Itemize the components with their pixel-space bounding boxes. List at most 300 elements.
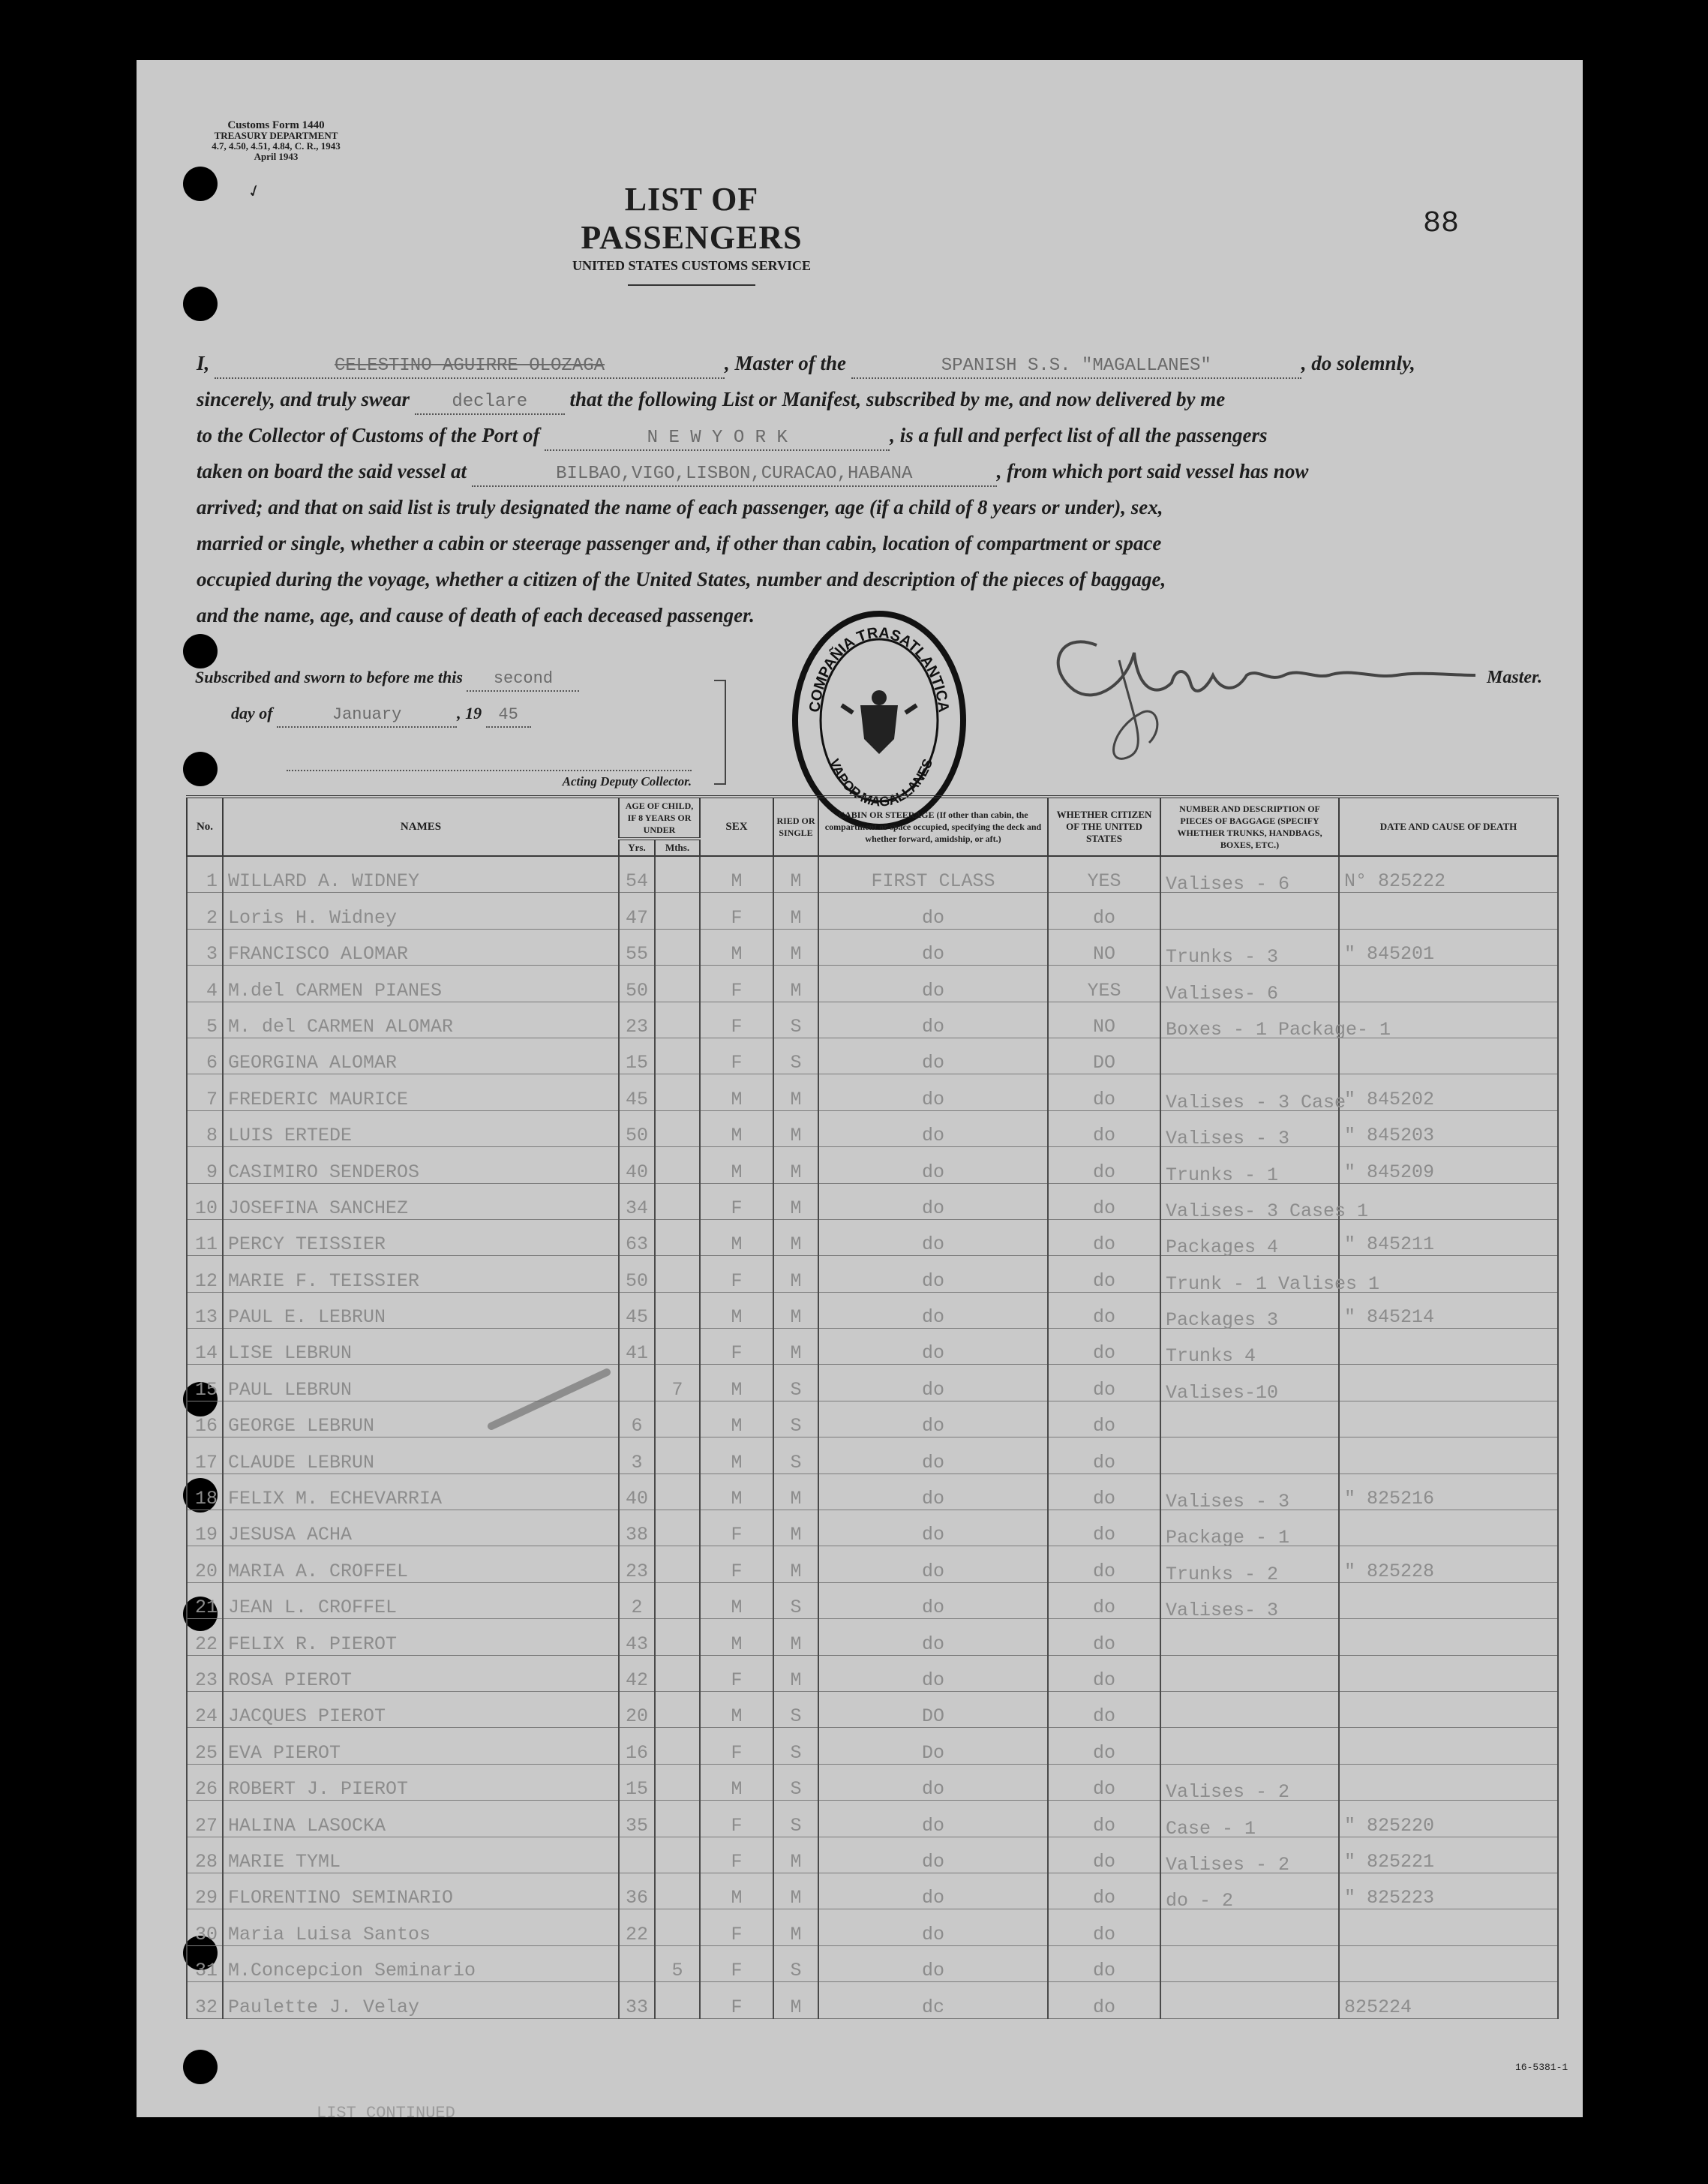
age-months-cell — [655, 1038, 700, 1074]
passenger-class-cell: do — [818, 1909, 1048, 1945]
death-info-cell — [1339, 1691, 1558, 1727]
us-citizen-cell: do — [1048, 1582, 1160, 1618]
oath-line: and the name, age, and cause of death of each deceased passenger. — [197, 604, 755, 626]
age-months-cell — [655, 929, 700, 965]
us-citizen-cell: do — [1048, 1329, 1160, 1365]
baggage-cell — [1160, 1510, 1339, 1549]
passenger-name-cell: M.del CARMEN PIANES — [223, 966, 619, 1002]
passenger-class-cell: do — [818, 1801, 1048, 1837]
age-months-cell: 7 — [655, 1365, 700, 1401]
port-field: N E W Y O R K — [545, 427, 890, 451]
passenger-name-cell: JESUSA ACHA — [223, 1510, 619, 1546]
col-header-citizen: WHETHER CITIZEN OF THE UNITED STATES — [1048, 797, 1160, 856]
sex-cell: F — [700, 1546, 773, 1582]
marital-status-cell: M — [773, 1256, 818, 1292]
age-years-cell: 55 — [619, 929, 655, 965]
table-row — [187, 1183, 1558, 1219]
baggage-cell — [1160, 1365, 1339, 1404]
passenger-name-cell: PERCY TEISSIER — [223, 1219, 619, 1255]
row-number-cell: 16 — [187, 1401, 223, 1437]
us-citizen-cell: do — [1048, 1183, 1160, 1219]
form-line: April 1943 — [254, 151, 299, 162]
age-years-cell: 22 — [619, 1909, 655, 1945]
baggage-cell — [1160, 856, 1339, 896]
col-header-cabin-steerage: CABIN OR STEERAGE (If other than cabin, the compartment or space occupied, specifying the deck and whether forward, amidship, or aft.) — [818, 797, 1048, 856]
age-years-cell: 16 — [619, 1728, 655, 1764]
marital-status-cell: M — [773, 1329, 818, 1365]
passenger-name-cell: MARIE F. TEISSIER — [223, 1256, 619, 1292]
death-info-cell — [1339, 1764, 1558, 1800]
passenger-class-cell: do — [818, 1619, 1048, 1655]
passenger-name-cell: Paulette J. Velay — [223, 1982, 619, 2018]
us-citizen-cell: do — [1048, 1510, 1160, 1546]
sex-cell: M — [700, 1110, 773, 1146]
table-row — [187, 1256, 1558, 1292]
age-months-cell — [655, 1183, 700, 1219]
sex-cell: F — [700, 1837, 773, 1873]
col-header-death: DATE AND CAUSE OF DEATH — [1339, 797, 1558, 856]
death-info-cell — [1339, 1038, 1558, 1074]
passenger-class-cell: do — [818, 1873, 1048, 1909]
table-row — [187, 1582, 1558, 1618]
passenger-class-cell: do — [818, 1147, 1048, 1183]
passenger-class-cell: do — [818, 1401, 1048, 1437]
table-row — [187, 1401, 1558, 1437]
row-number-cell: 11 — [187, 1219, 223, 1255]
sworn-day-field: second — [467, 668, 579, 692]
us-citizen-cell: do — [1048, 1764, 1160, 1800]
oath-line: married or single, whether a cabin or steerage passenger and, if other than cabin, location of compartment or space — [197, 532, 1162, 554]
oath-text: , do solemnly, — [1301, 352, 1415, 374]
age-months-cell — [655, 1619, 700, 1655]
age-months-cell — [655, 1110, 700, 1146]
passenger-name-cell: M.Concepcion Seminario — [223, 1945, 619, 1981]
row-number-cell: 32 — [187, 1982, 223, 2018]
baggage-text: Valises - 2 — [1166, 1853, 1290, 1876]
death-info-cell — [1339, 1582, 1558, 1618]
baggage-cell — [1160, 1582, 1339, 1622]
age-years-cell — [619, 1837, 655, 1873]
age-years-cell: 47 — [619, 893, 655, 929]
baggage-text: Valises - 6 — [1166, 873, 1290, 896]
age-months-cell — [655, 1691, 700, 1727]
table-row — [187, 1510, 1558, 1546]
col-header-age: AGE OF CHILD, IF 8 YEARS OR UNDER — [619, 797, 700, 839]
age-years-cell: 6 — [619, 1401, 655, 1437]
table-row — [187, 1074, 1558, 1110]
passenger-name-cell: EVA PIEROT — [223, 1728, 619, 1764]
passenger-class-cell: do — [818, 1837, 1048, 1873]
us-citizen-cell: DO — [1048, 1038, 1160, 1074]
marital-status-cell: M — [773, 1074, 818, 1110]
us-citizen-cell: do — [1048, 1074, 1160, 1110]
passenger-class-cell: do — [818, 1292, 1048, 1328]
col-header-names: NAMES — [223, 797, 619, 856]
age-years-cell: 45 — [619, 1074, 655, 1110]
us-citizen-cell: do — [1048, 1982, 1160, 2018]
marital-status-cell: M — [773, 1183, 818, 1219]
oath-text: that the following List or Manifest, subscribed by me, and now delivered by me — [569, 388, 1226, 410]
death-info-cell: 825224 — [1339, 1982, 1558, 2018]
marital-status-cell: M — [773, 1655, 818, 1691]
sex-cell: F — [700, 1945, 773, 1981]
table-row — [187, 1546, 1558, 1582]
col-header-no: No. — [187, 797, 223, 856]
baggage-text: Valises- 3 — [1166, 1600, 1279, 1622]
age-years-cell: 23 — [619, 1002, 655, 1038]
passenger-name-cell: MARIE TYML — [223, 1837, 619, 1873]
table-row — [187, 1837, 1558, 1873]
age-years-cell: 50 — [619, 1256, 655, 1292]
death-info-cell — [1339, 1728, 1558, 1764]
passenger-class-cell: do — [818, 929, 1048, 965]
baggage-cell — [1160, 1110, 1339, 1150]
declare-field: declare — [415, 391, 565, 415]
sex-cell: M — [700, 929, 773, 965]
passenger-name-cell: GEORGINA ALOMAR — [223, 1038, 619, 1074]
sworn-text: day of — [231, 704, 273, 722]
passenger-name-cell: FREDERIC MAURICE — [223, 1074, 619, 1110]
baggage-cell — [1160, 1292, 1339, 1332]
row-number-cell: 9 — [187, 1147, 223, 1183]
age-years-cell: 2 — [619, 1582, 655, 1618]
passenger-class-cell: do — [818, 1074, 1048, 1110]
crest-icon — [842, 690, 917, 754]
baggage-cell — [1160, 1074, 1346, 1113]
passenger-name-cell: FELIX M. ECHEVARRIA — [223, 1474, 619, 1510]
passenger-name-cell: FRANCISCO ALOMAR — [223, 929, 619, 965]
table-row — [187, 1437, 1558, 1474]
death-info-cell — [1339, 1945, 1558, 1981]
death-info-cell: " 845202 — [1339, 1074, 1558, 1110]
master-signature — [1044, 600, 1479, 773]
sex-cell: M — [700, 1873, 773, 1909]
passenger-name-cell: FELIX R. PIEROT — [223, 1619, 619, 1655]
us-citizen-cell: do — [1048, 1691, 1160, 1727]
sex-cell: F — [700, 1002, 773, 1038]
age-years-cell: 36 — [619, 1873, 655, 1909]
passenger-name-cell: Loris H. Widney — [223, 893, 619, 929]
form-line: TREASURY DEPARTMENT — [214, 130, 338, 141]
sex-cell: M — [700, 1764, 773, 1800]
sex-cell: F — [700, 1728, 773, 1764]
col-header-sex: SEX — [700, 797, 773, 856]
row-number-cell: 23 — [187, 1655, 223, 1691]
row-number-cell: 7 — [187, 1074, 223, 1110]
age-years-cell: 33 — [619, 1982, 655, 2018]
punch-hole — [183, 634, 218, 668]
baggage-cell — [1160, 1256, 1380, 1295]
table-row — [187, 1655, 1558, 1691]
us-citizen-cell: do — [1048, 1401, 1160, 1437]
master-name-field: CELESTINO AGUIRRE OLOZAGA — [215, 355, 725, 379]
baggage-text: Valises - 3 — [1166, 1491, 1290, 1513]
row-number-cell: 8 — [187, 1110, 223, 1146]
sworn-bracket — [714, 680, 726, 785]
passenger-class-cell: do — [818, 1256, 1048, 1292]
death-info-cell — [1339, 1510, 1558, 1546]
passenger-class-cell: do — [818, 966, 1048, 1002]
age-months-cell — [655, 1837, 700, 1873]
table-row — [187, 1728, 1558, 1764]
sworn-year-field: 45 — [486, 704, 531, 728]
table-row — [187, 966, 1558, 1002]
row-number-cell: 29 — [187, 1873, 223, 1909]
baggage-cell — [1160, 1183, 1369, 1222]
marital-status-cell: S — [773, 1365, 818, 1401]
table-row — [187, 1292, 1558, 1328]
age-months-cell — [655, 966, 700, 1002]
manifest-page — [137, 60, 1583, 2117]
row-number-cell: 13 — [187, 1292, 223, 1328]
sex-cell: F — [700, 893, 773, 929]
baggage-cell — [1160, 1401, 1339, 1437]
passenger-name-cell: GEORGE LEBRUN — [223, 1401, 619, 1437]
death-info-cell — [1339, 1437, 1558, 1474]
age-months-cell — [655, 1510, 700, 1546]
baggage-text: do - 2 — [1166, 1890, 1234, 1912]
sex-cell: M — [700, 1074, 773, 1110]
marital-status-cell: M — [773, 1909, 818, 1945]
us-citizen-cell: do — [1048, 1474, 1160, 1510]
passenger-class-cell: do — [818, 1365, 1048, 1401]
marital-status-cell: M — [773, 893, 818, 929]
baggage-cell — [1160, 1147, 1339, 1186]
baggage-text: Trunks - 1 — [1166, 1164, 1279, 1186]
sex-cell: M — [700, 1691, 773, 1727]
age-years-cell: 35 — [619, 1801, 655, 1837]
death-info-cell — [1339, 1329, 1558, 1365]
row-number-cell: 12 — [187, 1256, 223, 1292]
age-months-cell — [655, 893, 700, 929]
oath-text: , from which port said vessel has now — [996, 460, 1309, 482]
baggage-text: Trunks - 3 — [1166, 946, 1279, 969]
passenger-name-cell: PAUL E. LEBRUN — [223, 1292, 619, 1328]
us-citizen-cell: do — [1048, 1801, 1160, 1837]
sex-cell: M — [700, 1582, 773, 1618]
age-months-cell — [655, 1982, 700, 2018]
punch-hole — [183, 167, 218, 201]
baggage-text: Valises - 3 Case — [1166, 1091, 1346, 1113]
death-info-cell: " 825216 — [1339, 1474, 1558, 1510]
row-number-cell: 20 — [187, 1546, 223, 1582]
baggage-text: Trunks - 2 — [1166, 1563, 1279, 1585]
sex-cell: F — [700, 966, 773, 1002]
row-number-cell: 30 — [187, 1909, 223, 1945]
col-header-married-single: RIED OR SINGLE — [773, 797, 818, 856]
age-years-cell: 41 — [619, 1329, 655, 1365]
passenger-class-cell: FIRST CLASS — [818, 856, 1048, 893]
row-number-cell: 17 — [187, 1437, 223, 1474]
oath-text: , Master of the — [725, 352, 847, 374]
form-line: Customs Form 1440 — [227, 119, 325, 131]
sex-cell: F — [700, 1329, 773, 1365]
row-number-cell: 21 — [187, 1582, 223, 1618]
table-row — [187, 1764, 1558, 1800]
marital-status-cell: M — [773, 1147, 818, 1183]
sworn-line — [195, 704, 720, 740]
row-number-cell: 28 — [187, 1837, 223, 1873]
col-header-yrs: Yrs. — [619, 839, 655, 856]
baggage-cell — [1160, 1945, 1339, 1981]
row-number-cell: 10 — [187, 1183, 223, 1219]
title-rule — [628, 284, 755, 286]
age-years-cell: 40 — [619, 1474, 655, 1510]
passenger-name-cell: JEAN L. CROFFEL — [223, 1582, 619, 1618]
age-years-cell: 15 — [619, 1764, 655, 1800]
passenger-name-cell: ROBERT J. PIEROT — [223, 1764, 619, 1800]
baggage-text: Valises- 3 Cases 1 — [1166, 1200, 1369, 1222]
stamp-bottom-text: VAPOR MAGALLANES — [826, 756, 936, 810]
age-years-cell: 34 — [619, 1183, 655, 1219]
oath-text: sincerely, and truly swear — [197, 388, 410, 410]
baggage-cell — [1160, 1329, 1339, 1368]
passenger-class-cell: do — [818, 1764, 1048, 1800]
death-info-cell: " 845211 — [1339, 1219, 1558, 1255]
marital-status-cell: M — [773, 1110, 818, 1146]
col-header-mths: Mths. — [655, 839, 700, 856]
row-number-cell: 18 — [187, 1474, 223, 1510]
passenger-class-cell: do — [818, 1437, 1048, 1474]
marital-status-cell: S — [773, 1038, 818, 1074]
age-months-cell — [655, 1074, 700, 1110]
table-row — [187, 1365, 1558, 1401]
passenger-name-cell: Maria Luisa Santos — [223, 1909, 619, 1945]
age-years-cell: 42 — [619, 1655, 655, 1691]
us-citizen-cell: do — [1048, 1256, 1160, 1292]
form-number: 16-5381-1 — [1515, 2062, 1568, 2073]
baggage-text: Valises - 3 — [1166, 1128, 1290, 1150]
death-info-cell: " 825223 — [1339, 1873, 1558, 1909]
us-citizen-cell: do — [1048, 1219, 1160, 1255]
table-row — [187, 1945, 1558, 1981]
death-info-cell: N° 825222 — [1339, 856, 1558, 893]
passenger-name-cell: LISE LEBRUN — [223, 1329, 619, 1365]
marital-status-cell: M — [773, 1546, 818, 1582]
row-number-cell: 15 — [187, 1365, 223, 1401]
vessel-field: SPANISH S.S. "MAGALLANES" — [851, 355, 1301, 379]
passenger-class-cell: do — [818, 1002, 1048, 1038]
row-number-cell: 5 — [187, 1002, 223, 1038]
row-number-cell: 27 — [187, 1801, 223, 1837]
passenger-class-cell: do — [818, 1510, 1048, 1546]
row-number-cell: 14 — [187, 1329, 223, 1365]
oath-text: I, — [197, 352, 210, 374]
sex-cell: M — [700, 1219, 773, 1255]
baggage-text: Trunk - 1 Valises 1 — [1166, 1272, 1380, 1295]
marital-status-cell: M — [773, 966, 818, 1002]
baggage-cell — [1160, 1437, 1339, 1474]
death-info-cell — [1339, 1365, 1558, 1401]
baggage-cell — [1160, 966, 1339, 1005]
passenger-name-cell: JACQUES PIEROT — [223, 1691, 619, 1727]
passenger-class-cell: do — [818, 1110, 1048, 1146]
passenger-class-cell: do — [818, 1183, 1048, 1219]
row-number-cell: 26 — [187, 1764, 223, 1800]
table-row — [187, 1474, 1558, 1510]
death-info-cell — [1339, 893, 1558, 929]
sworn-text: , 19 — [457, 704, 482, 722]
marital-status-cell: M — [773, 1982, 818, 2018]
passenger-name-cell: LUIS ERTEDE — [223, 1110, 619, 1146]
us-citizen-cell: do — [1048, 1873, 1160, 1909]
marital-status-cell: S — [773, 1764, 818, 1800]
marital-status-cell: S — [773, 1437, 818, 1474]
table-row — [187, 1110, 1558, 1146]
us-citizen-cell: do — [1048, 1728, 1160, 1764]
us-citizen-cell: YES — [1048, 856, 1160, 893]
table-row — [187, 1219, 1558, 1255]
age-months-cell — [655, 1655, 700, 1691]
age-months-cell — [655, 1219, 700, 1255]
marital-status-cell: M — [773, 1474, 818, 1510]
us-citizen-cell: do — [1048, 1837, 1160, 1873]
row-number-cell: 19 — [187, 1510, 223, 1546]
oath-line — [197, 381, 1562, 417]
sex-cell: F — [700, 1510, 773, 1546]
us-citizen-cell: do — [1048, 1292, 1160, 1328]
age-years-cell — [619, 1365, 655, 1401]
age-years-cell: 45 — [619, 1292, 655, 1328]
table-row — [187, 929, 1558, 965]
row-number-cell: 3 — [187, 929, 223, 965]
age-years-cell: 54 — [619, 856, 655, 893]
us-citizen-cell: do — [1048, 1365, 1160, 1401]
baggage-text: Valises- 6 — [1166, 982, 1279, 1005]
sex-cell: F — [700, 1982, 773, 2018]
passenger-name-cell: MARIA A. CROFFEL — [223, 1546, 619, 1582]
baggage-cell — [1160, 1982, 1339, 2018]
row-number-cell: 31 — [187, 1945, 223, 1981]
table-row — [187, 1801, 1558, 1837]
passenger-name-cell: WILLARD A. WIDNEY — [223, 856, 619, 893]
marital-status-cell: S — [773, 1002, 818, 1038]
punch-hole — [183, 752, 218, 786]
ports-from-field: BILBAO,VIGO,LISBON,CURACAO,HABANA — [472, 463, 997, 487]
baggage-cell — [1160, 1038, 1339, 1074]
passenger-name-cell: PAUL LEBRUN — [223, 1365, 619, 1401]
marital-status-cell: S — [773, 1728, 818, 1764]
us-citizen-cell: do — [1048, 1110, 1160, 1146]
marital-status-cell: M — [773, 1837, 818, 1873]
death-info-cell: " 825220 — [1339, 1801, 1558, 1837]
sex-cell: M — [700, 856, 773, 893]
age-years-cell: 50 — [619, 966, 655, 1002]
baggage-cell — [1160, 1801, 1339, 1840]
age-months-cell — [655, 1764, 700, 1800]
oath-line: occupied during the voyage, whether a citizen of the United States, number and description of the pieces of baggage, — [197, 568, 1166, 590]
baggage-cell — [1160, 929, 1339, 969]
table-row — [187, 1909, 1558, 1945]
age-years-cell: 15 — [619, 1038, 655, 1074]
age-months-cell — [655, 856, 700, 893]
table-row — [187, 1038, 1558, 1074]
baggage-text: Valises-10 — [1166, 1381, 1279, 1404]
marital-status-cell: M — [773, 929, 818, 965]
oath-line — [197, 453, 1562, 489]
sworn-text: Subscribed and sworn to before me this — [195, 668, 463, 686]
passenger-table — [186, 795, 1559, 2019]
death-info-cell — [1339, 1619, 1558, 1655]
document-title: LIST OF PASSENGERS — [581, 181, 803, 256]
baggage-cell — [1160, 893, 1339, 929]
baggage-cell — [1160, 1219, 1339, 1259]
sex-cell: M — [700, 1619, 773, 1655]
table-row — [187, 1982, 1558, 2018]
death-info-cell — [1339, 1909, 1558, 1945]
passenger-class-cell: do — [818, 1655, 1048, 1691]
baggage-text: Boxes - 1 Package- 1 — [1166, 1018, 1391, 1041]
